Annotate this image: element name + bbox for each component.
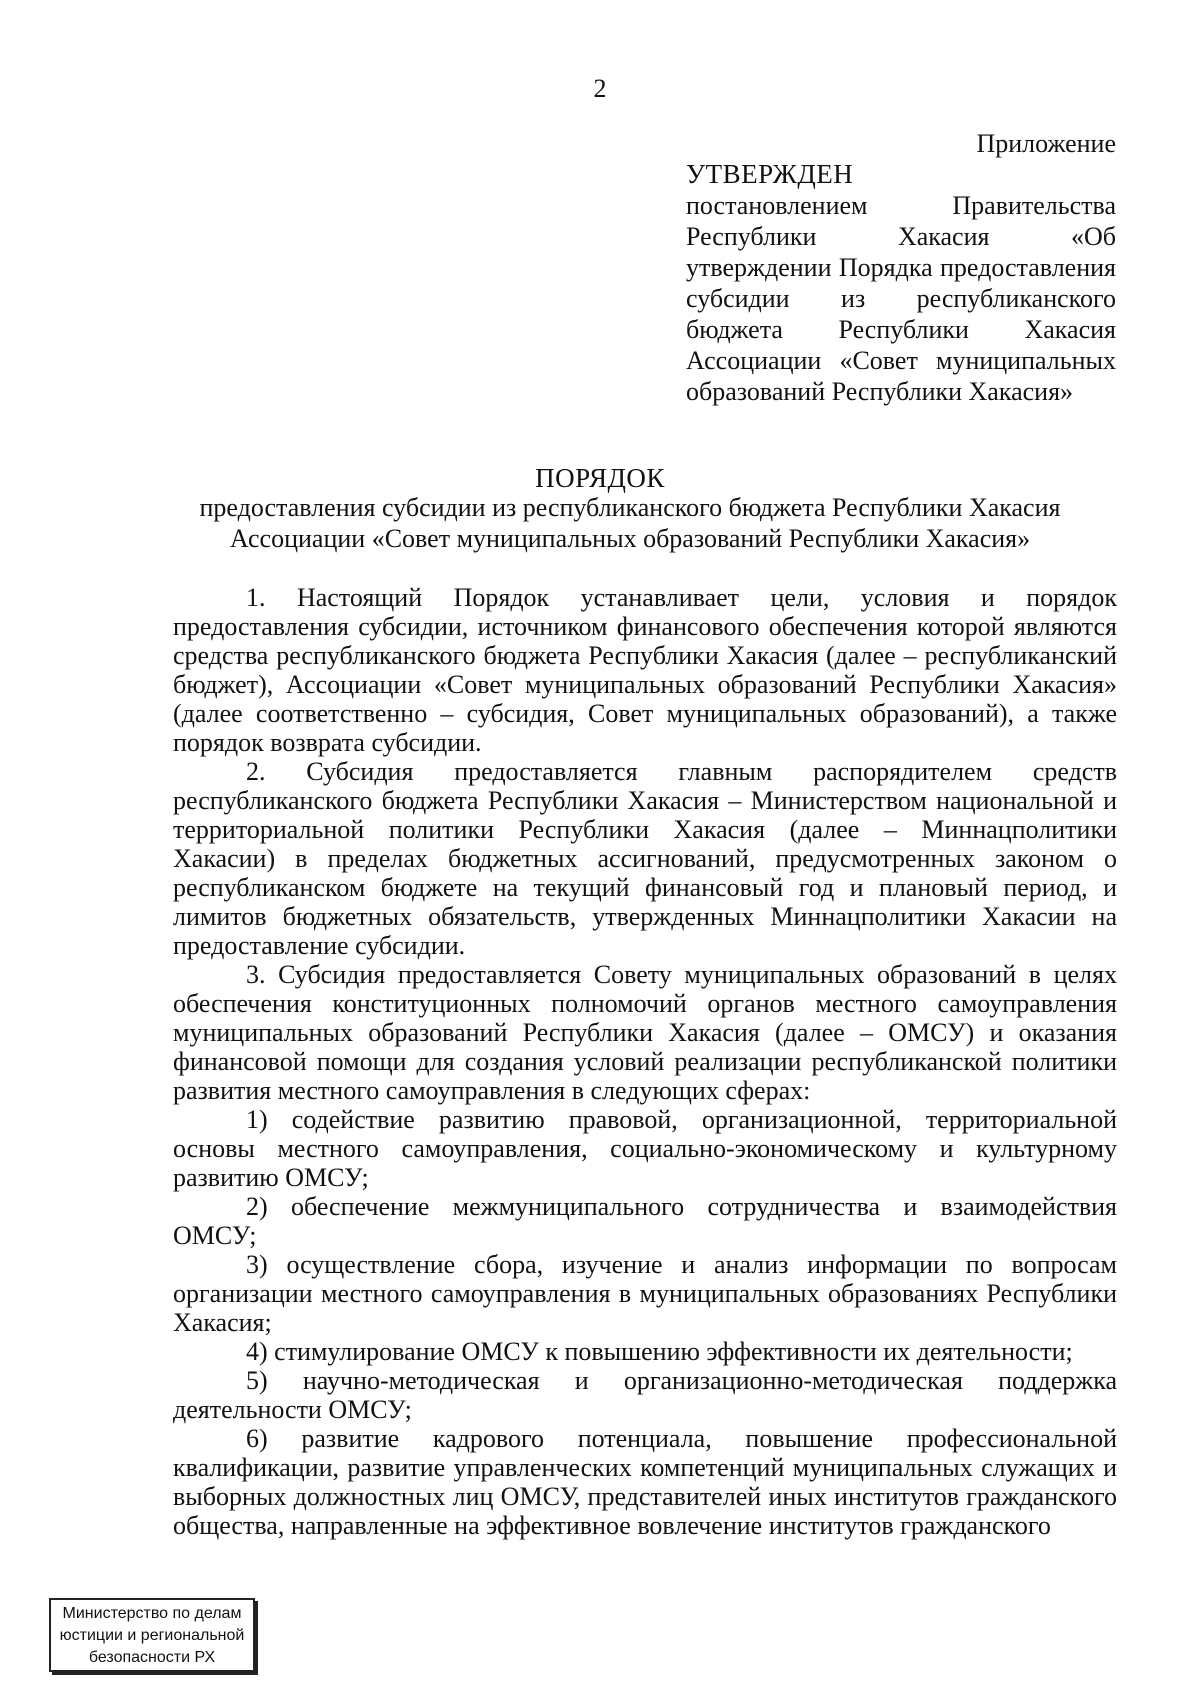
registration-stamp — [49, 1598, 255, 1672]
list-item-1: 1) содействие развитию правовой, организационной, территориальной основы местного самоуправления, социально-экономическому и культурному развитию ОМСУ; — [173, 1105, 1117, 1192]
document-body — [173, 583, 1117, 1540]
document-title: ПОРЯДОК — [535, 463, 665, 493]
list-item-4: 4) стимулирование ОМСУ к повышению эффективности их деятельности; — [246, 1337, 1073, 1366]
approval-resolution-text: постановлением Правительства Республики Хакасия «Об утверждении Порядка предоставления субсидии из республиканского бюджета Республики Хакасия Ассоциации «Совет муниципальных образований Республики Хакасия» — [686, 191, 1116, 406]
page-number: 2 — [593, 74, 607, 103]
stamp-line-2: юстиции и региональной — [59, 1627, 245, 1644]
document-subtitle: предоставления субсидии из республиканского бюджета Республики Хакасия Ассоциации «Совет муниципальных образований Республики Хакасия» — [199, 493, 1061, 553]
paragraph-3: 3. Субсидия предоставляется Совету муниципальных образований в целях обеспечения конституционных полномочий органов местного самоуправления муниципальных образований Республики Хакасия (далее – ОМСУ) и оказания финансовой помощи для создания условий реализации республиканской политики развития местного самоуправления в следующих сферах: — [173, 960, 1117, 1105]
list-item-5: 5) научно-методическая и организационно-методическая поддержка деятельности ОМСУ; — [173, 1366, 1117, 1424]
paragraph-2: 2. Субсидия предоставляется главным распорядителем средств республиканского бюджета Республики Хакасия – Министерством национальной и территориальной политики Республики Хакасия (далее – Миннацполитики Хакасии) в пределах бюджетных ассигнований, предусмотренных законом о республиканском бюджете на текущий финансовый год и плановый период, и лимитов бюджетных обязательств, утвержденных Миннацполитики Хакасии на предоставление субсидии. — [173, 757, 1117, 960]
approval-appendix-label: Приложение — [976, 129, 1116, 158]
stamp-line-3: безопасности РХ — [88, 1649, 216, 1666]
list-item-2: 2) обеспечение межмуниципального сотрудничества и взаимодействия ОМСУ; — [173, 1192, 1117, 1250]
paragraph-1: 1. Настоящий Порядок устанавливает цели, условия и порядок предоставления субсидии, источником финансового обеспечения которой являются средства республиканского бюджета Республики Хакасия (далее – республиканский бюджет), Ассоциации «Совет муниципальных образований Республики Хакасия» (далее соответственно – субсидия, Совет муниципальных образований), а также порядок возврата субсидии. — [173, 583, 1117, 757]
list-item-3: 3) осуществление сбора, изучение и анализ информации по вопросам организации местного самоуправления в муниципальных образованиях Республики Хакасия; — [173, 1250, 1117, 1337]
approval-block — [686, 128, 1116, 407]
approval-approved-label: УТВЕРЖДЕН — [686, 159, 854, 189]
stamp-line-1: Министерство по делам — [62, 1605, 242, 1622]
list-item-6: 6) развитие кадрового потенциала, повышение профессиональной квалификации, развитие управленческих компетенций муниципальных служащих и выборных должностных лиц ОМСУ, представителей иных институтов гражданского общества, направленные на эффективное вовлечение институтов гражданского — [173, 1424, 1117, 1540]
